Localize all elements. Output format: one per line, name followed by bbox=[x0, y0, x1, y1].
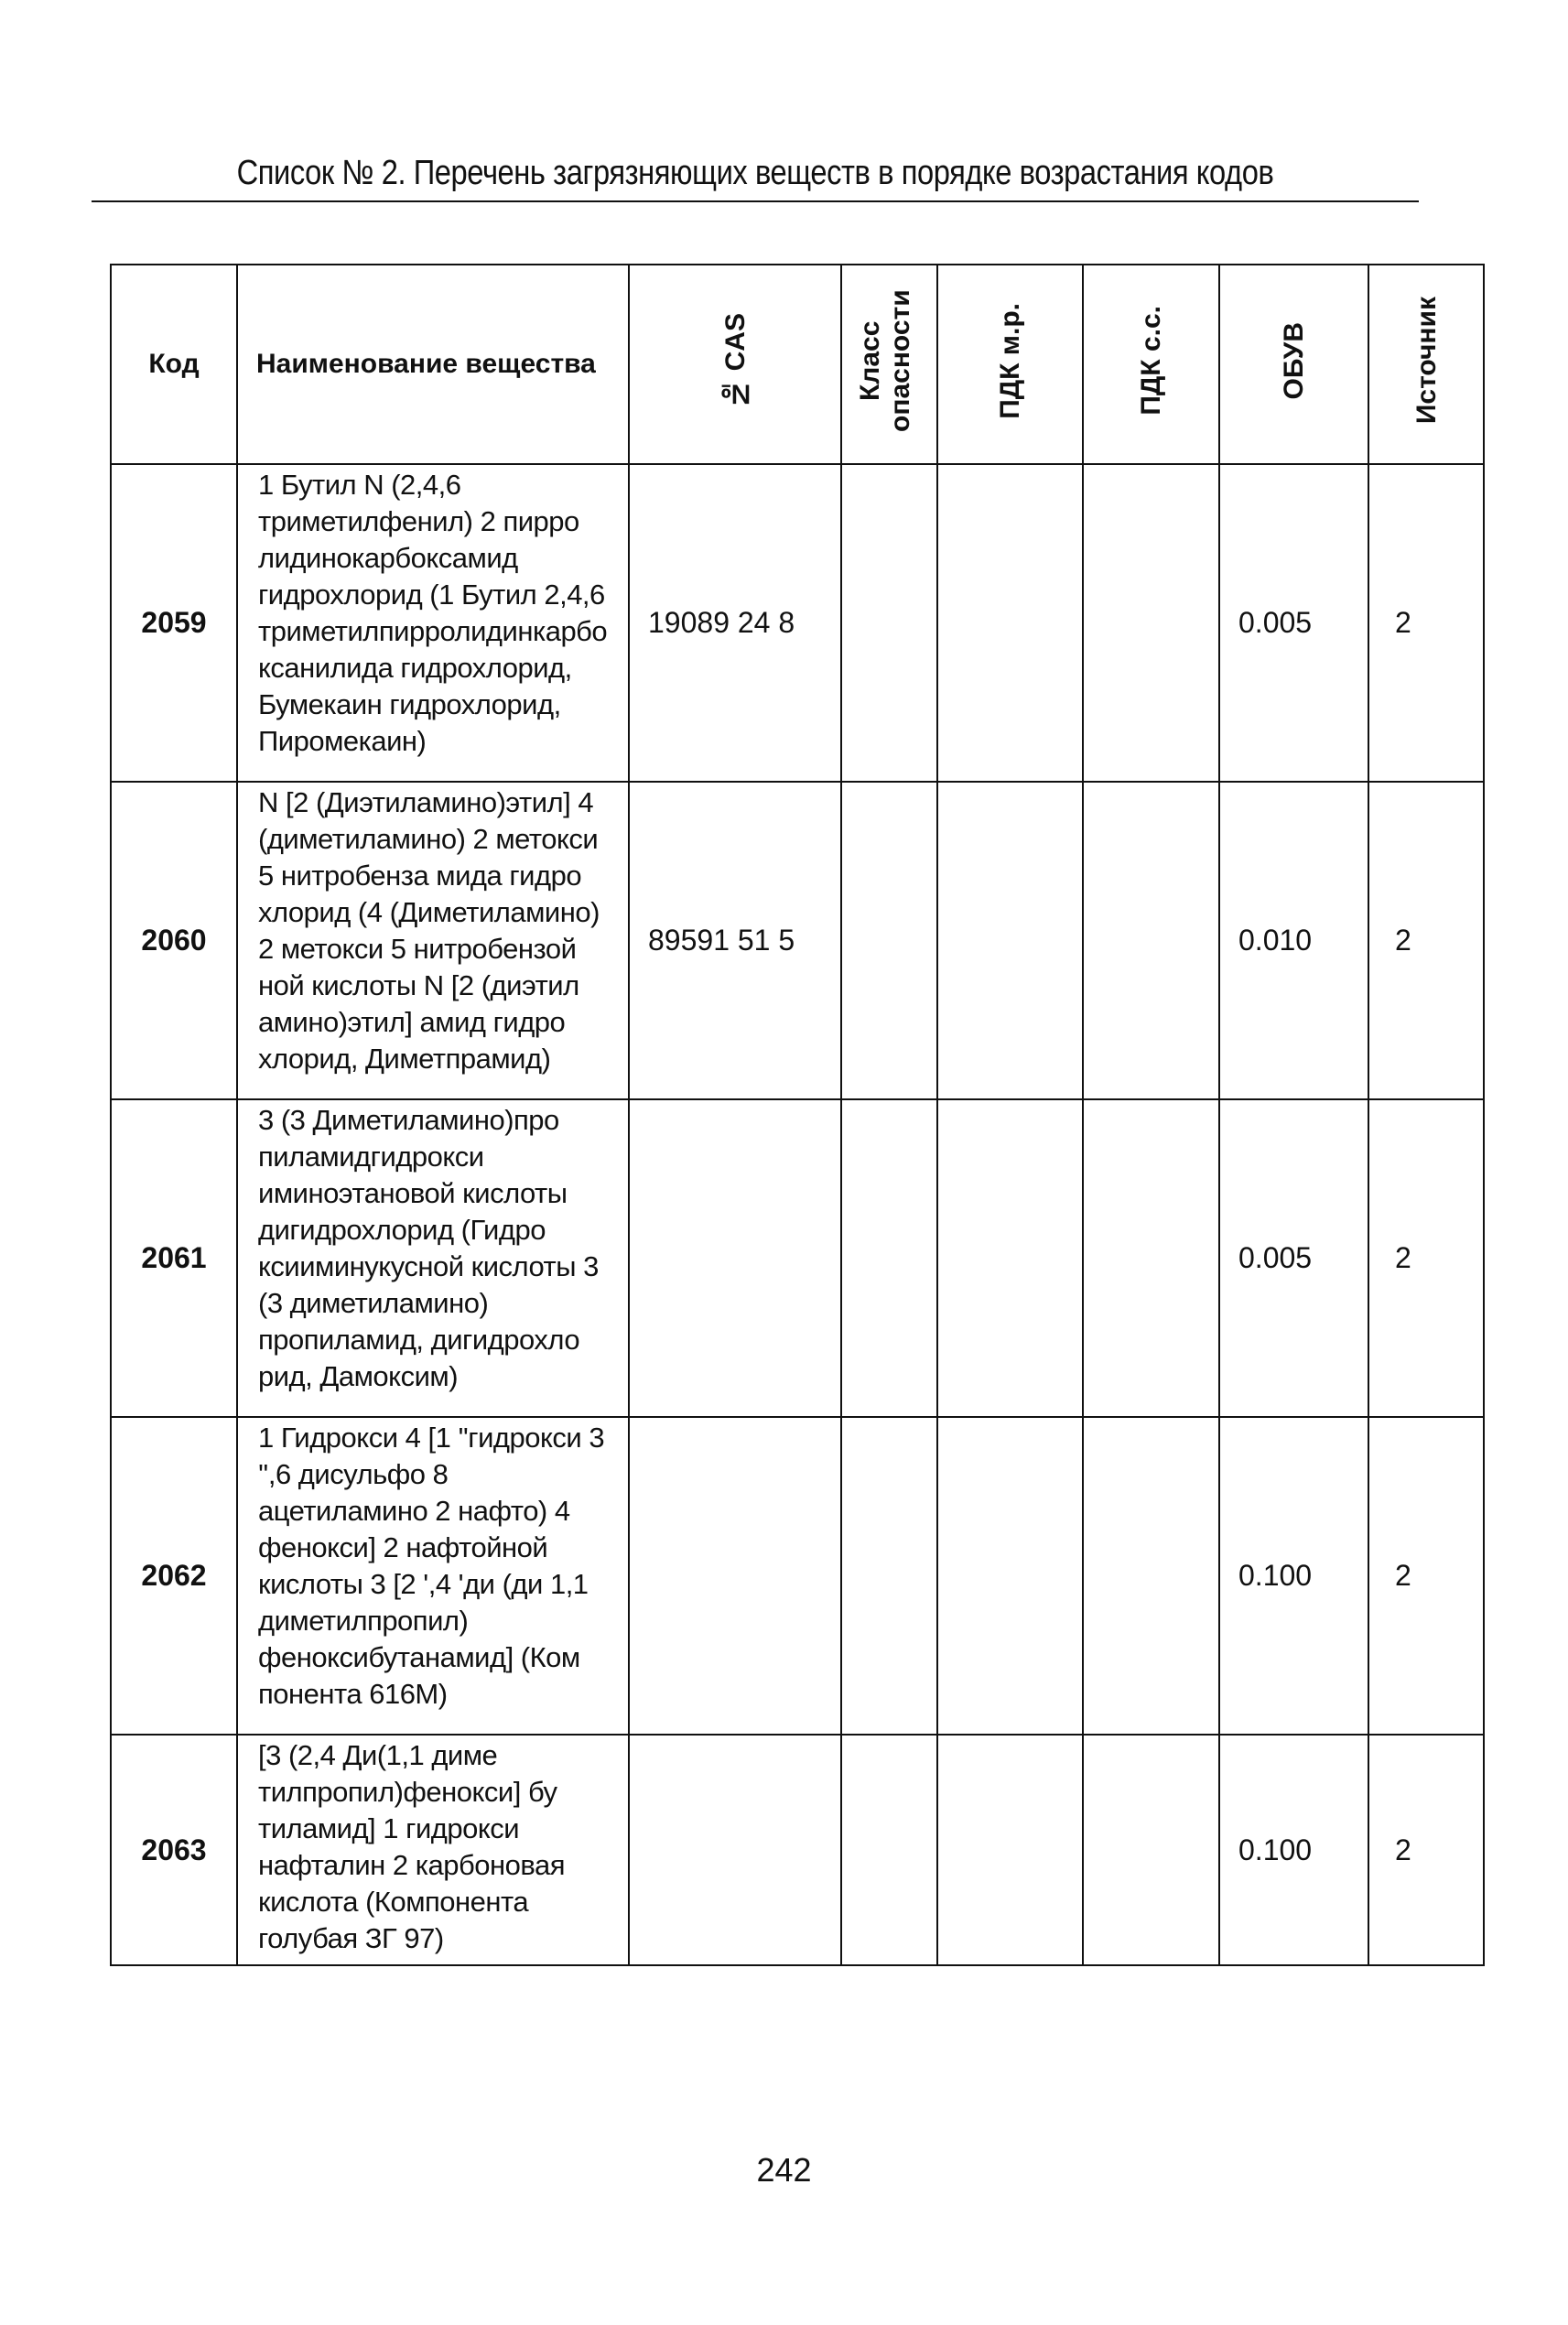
cell-source: 2 bbox=[1368, 464, 1484, 782]
col-header-pdk-mr-label: ПДК м.р. bbox=[995, 302, 1025, 419]
col-header-source bbox=[1368, 265, 1484, 464]
col-header-hazard-class bbox=[841, 265, 937, 464]
col-header-name: Наименование вещества bbox=[237, 265, 629, 464]
page-number: 242 bbox=[756, 2151, 812, 2189]
cell-name: 1 Бутил N (2,4,6 триметилфенил) 2 пирро лидинокарбоксамид гидрохлорид (1 Бутил 2,4,6 триметилпирролидинкарбо ксанилида гидрохлорид, Бумекаин гидрохлорид, Пиромекаин) bbox=[237, 464, 629, 782]
col-header-pdk-ss-label: ПДК с.с. bbox=[1136, 306, 1166, 416]
cell-pdk-mr bbox=[937, 1417, 1083, 1735]
cell-pdk-mr bbox=[937, 1099, 1083, 1417]
cell-name: 1 Гидрокси 4 [1 ''гидрокси 3 '',6 дисульфо 8 ацетиламино 2 нафто) 4 фенокси] 2 нафтойной кислоты 3 [2 ',4 'ди (ди 1,1 диметилпропил) феноксибутанамид] (Ком понента 616М) bbox=[237, 1417, 629, 1735]
col-header-source-label: Источник bbox=[1411, 297, 1442, 425]
cell-cas bbox=[629, 1735, 841, 1965]
cell-name: [3 (2,4 Ди(1,1 диме тилпропил)фенокси] бу тиламид] 1 гидрокси нафталин 2 карбоновая кислота (Компонента голубая ЗГ 97) bbox=[237, 1735, 629, 1965]
cell-hazard-class bbox=[841, 464, 937, 782]
cell-name: N [2 (Диэтиламино)этил] 4 (диметиламино) 2 метокси 5 нитробенза мида гидро хлорид (4 (Диметиламино) 2 метокси 5 нитробензой ной кислоты N [2 (диэтил амино)этил] амид гидро хлорид, Диметпрамид) bbox=[237, 782, 629, 1099]
cell-source: 2 bbox=[1368, 1735, 1484, 1965]
cell-source: 2 bbox=[1368, 1417, 1484, 1735]
cell-code: 2060 bbox=[111, 782, 237, 1099]
cell-source: 2 bbox=[1368, 1099, 1484, 1417]
cell-hazard-class bbox=[841, 1099, 937, 1417]
cell-hazard-class bbox=[841, 782, 937, 1099]
cell-hazard-class bbox=[841, 1735, 937, 1965]
col-header-obuv bbox=[1219, 265, 1368, 464]
substances-table bbox=[110, 264, 1485, 1966]
col-header-cas-label: № CAS bbox=[719, 312, 751, 409]
col-header-code: Код bbox=[111, 265, 237, 464]
cell-pdk-mr bbox=[937, 1735, 1083, 1965]
col-header-cas bbox=[629, 265, 841, 464]
cell-pdk-mr bbox=[937, 782, 1083, 1099]
cell-code: 2063 bbox=[111, 1735, 237, 1965]
cell-cas: 89591 51 5 bbox=[629, 782, 841, 1099]
col-header-pdk-mr bbox=[937, 265, 1083, 464]
table-row bbox=[111, 464, 1484, 782]
cell-obuv: 0.100 bbox=[1219, 1735, 1368, 1965]
table-row bbox=[111, 1099, 1484, 1417]
table-header-row bbox=[111, 265, 1484, 464]
col-header-pdk-ss bbox=[1083, 265, 1219, 464]
header-rule bbox=[92, 200, 1419, 202]
cell-code: 2062 bbox=[111, 1417, 237, 1735]
cell-source: 2 bbox=[1368, 782, 1484, 1099]
cell-pdk-ss bbox=[1083, 1099, 1219, 1417]
table-row bbox=[111, 1417, 1484, 1735]
cell-obuv: 0.010 bbox=[1219, 782, 1368, 1099]
cell-code: 2061 bbox=[111, 1099, 237, 1417]
cell-obuv: 0.005 bbox=[1219, 1099, 1368, 1417]
page-header: Список № 2. Перечень загрязняющих веществ в порядке возрастания кодов bbox=[236, 154, 1274, 192]
cell-pdk-ss bbox=[1083, 464, 1219, 782]
cell-pdk-ss bbox=[1083, 782, 1219, 1099]
cell-name: 3 (3 Диметиламино)про пиламидгидрокси иминоэтановой кислоты дигидрохлорид (Гидро ксииминукусной кислоты 3 (3 диметиламино) пропиламид, дигидрохло рид, Дамоксим) bbox=[237, 1099, 629, 1417]
cell-code: 2059 bbox=[111, 464, 237, 782]
table-row bbox=[111, 1735, 1484, 1965]
cell-obuv: 0.005 bbox=[1219, 464, 1368, 782]
cell-obuv: 0.100 bbox=[1219, 1417, 1368, 1735]
col-header-hazard-class-label: Класс опасности bbox=[854, 289, 915, 432]
cell-cas bbox=[629, 1099, 841, 1417]
col-header-obuv-label: ОБУВ bbox=[1279, 321, 1309, 400]
cell-hazard-class bbox=[841, 1417, 937, 1735]
table-row bbox=[111, 782, 1484, 1099]
cell-cas: 19089 24 8 bbox=[629, 464, 841, 782]
cell-cas bbox=[629, 1417, 841, 1735]
cell-pdk-mr bbox=[937, 464, 1083, 782]
cell-pdk-ss bbox=[1083, 1735, 1219, 1965]
cell-pdk-ss bbox=[1083, 1417, 1219, 1735]
